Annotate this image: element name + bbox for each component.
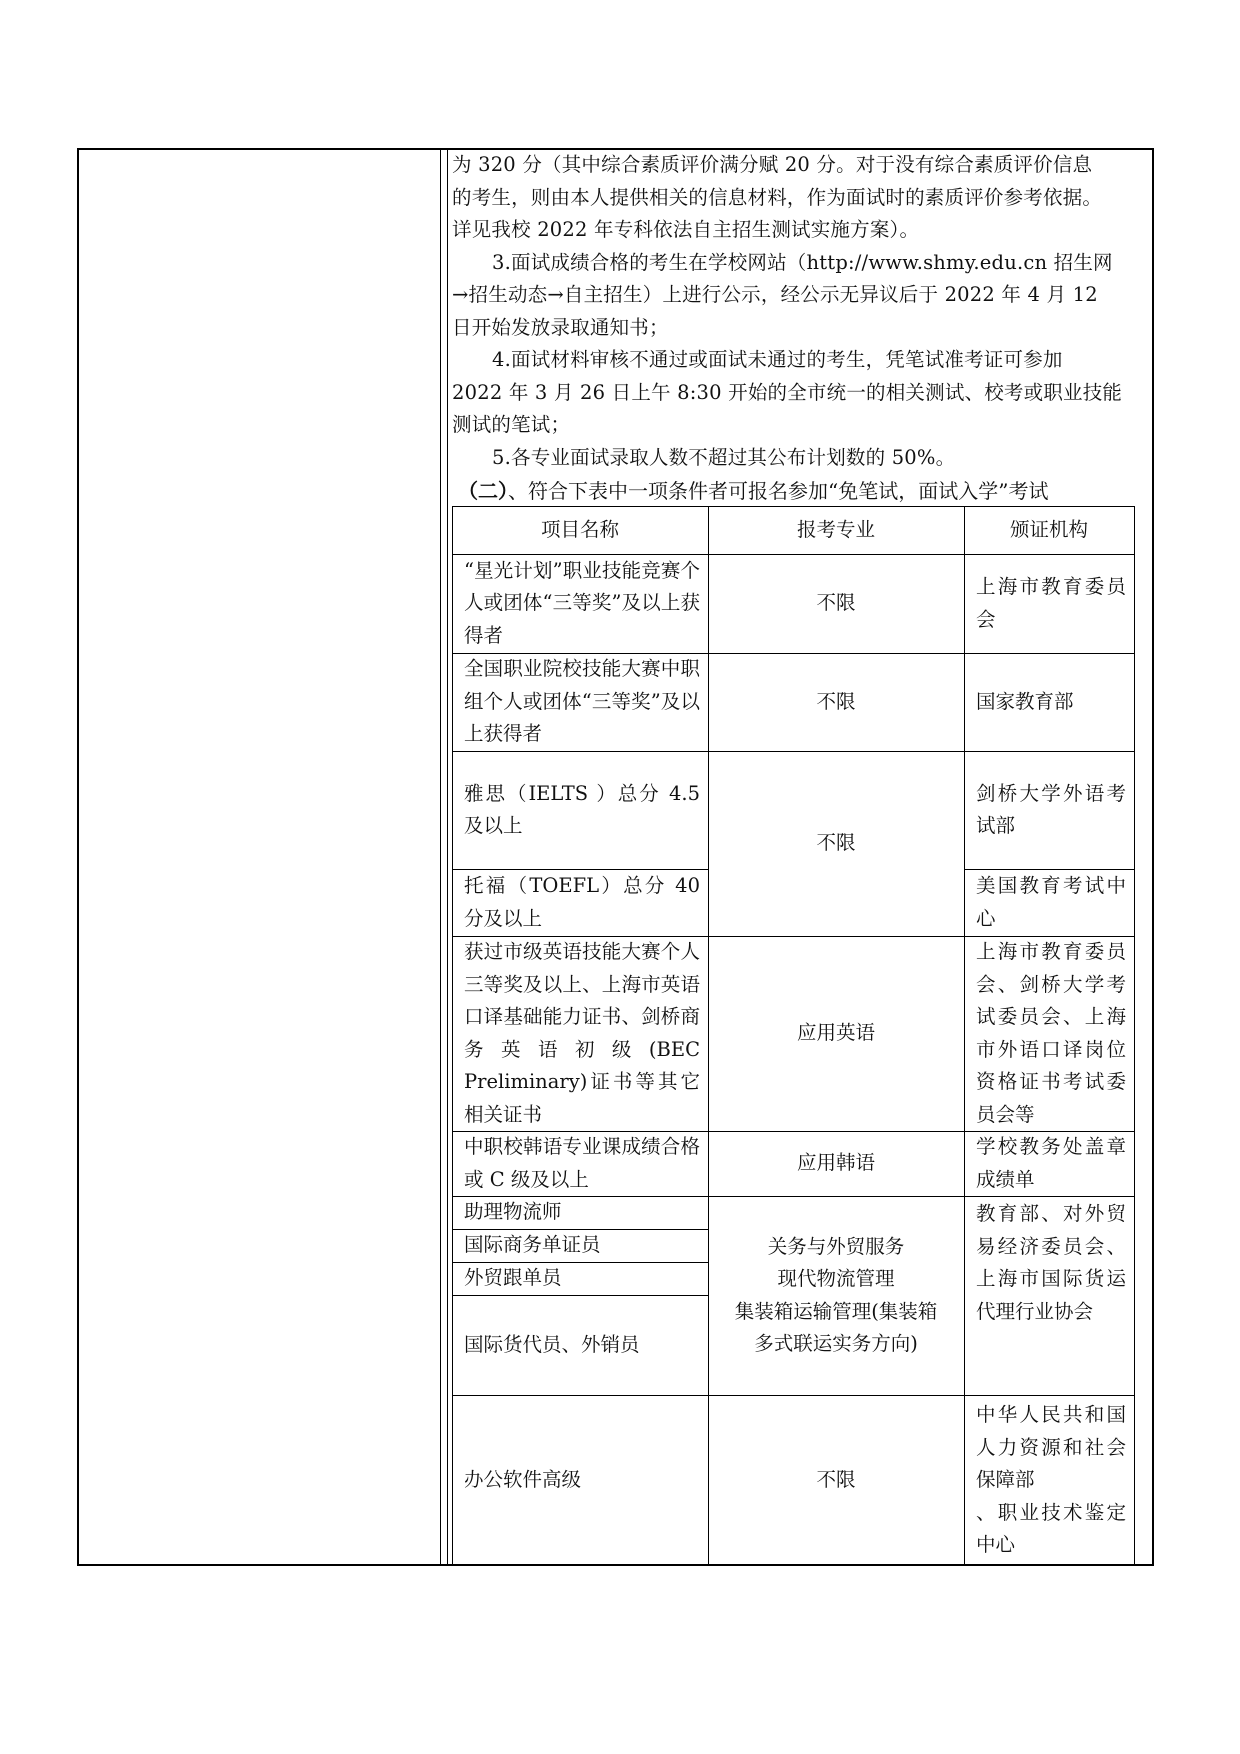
table-cell-issuer: 美国教育考试中心 — [976, 874, 1126, 930]
table-cell-item: “星光计划”职业技能竞赛个人或团体“三等奖”及以上获得者 — [464, 558, 700, 647]
table-cell-issuer: 国家教育部 — [976, 689, 1074, 713]
frame-divider-right — [447, 148, 448, 1566]
item4-line: 测试的笔试； — [452, 413, 571, 436]
table-cell-major: 不限 — [816, 689, 856, 713]
table-cell-major: 不限 — [816, 1468, 856, 1492]
table-cell-major — [708, 1196, 964, 1395]
frame-divider-left — [440, 148, 441, 1566]
item3-line: →招生动态→自主招生）上进行公示，经公示无异议后于 2022 年 4 月 12 — [452, 283, 1098, 306]
issuer-line: 中华人民共和国人力资源和社会保障部 — [976, 1403, 1126, 1492]
text-line: 为 320 分（其中综合素质评价满分赋 20 分。对于没有综合素质评价信息 — [452, 153, 1093, 176]
major-line: 现代物流管理 — [777, 1267, 895, 1290]
table-cell-issuer: 上海市教育委员会、剑桥大学考试委员会、上海市外语口译岗位资格证书考试委员会等 — [976, 940, 1126, 1126]
header-major: 报考专业 — [796, 517, 875, 541]
item4-line: 4.面试材料审核不通过或面试未通过的考生，凭笔试准考证可参加 — [492, 348, 1063, 371]
table-cell-item: 助理物流师 — [464, 1200, 562, 1224]
table-cell-item: 外贸跟单员 — [464, 1266, 562, 1290]
item3-line: 3.面试成绩合格的考生在学校网站（http://www.shmy.edu.cn 招生网 — [492, 250, 1113, 274]
table-cell-issuer — [964, 1395, 1134, 1566]
major-line: 集装箱运输管理(集装箱 — [734, 1299, 938, 1323]
table-cell-major: 应用韩语 — [796, 1151, 875, 1175]
table-cell-item: 国际货代员、外销员 — [464, 1332, 640, 1356]
table-cell-major: 不限 — [816, 831, 856, 855]
header-item-name: 项目名称 — [540, 517, 619, 541]
item5-line: 5.各专业面试录取人数不超过其公布计划数的 50%。 — [492, 445, 956, 469]
item3-line: 日开始发放录取通知书； — [452, 315, 669, 339]
table-cell-item: 国际商务单证员 — [464, 1233, 601, 1257]
table-cell-major: 不限 — [816, 591, 856, 615]
header-issuer: 颁证机构 — [1009, 517, 1088, 541]
section-number: （二） — [458, 479, 508, 503]
table-cell-item: 托福（TOEFL）总分 40 分及以上 — [464, 874, 700, 930]
major-line: 多式联运实务方向) — [754, 1332, 918, 1355]
major-line: 关务与外贸服务 — [767, 1234, 905, 1258]
text-line: 详见我校 2022 年专科依法自主招生测试实施方案）。 — [452, 218, 920, 241]
intro-paragraph — [452, 149, 1144, 474]
table-cell-issuer: 教育部、对外贸易经济委员会、上海市国际货运代理行业协会 — [976, 1202, 1126, 1323]
section-title: 、符合下表中一项条件者可报名参加“免笔试，面试入学”考试 — [508, 479, 1049, 503]
text-line: 的考生，则由本人提供相关的信息材料，作为面试时的素质评价参考依据。 — [452, 185, 1103, 209]
table-cell-issuer: 上海市教育委员会 — [976, 575, 1126, 631]
table-cell-item: 获过市级英语技能大赛个人三等奖及以上、上海市英语口译基础能力证书、剑桥商务英语初级(BEC Preliminary)证书等其它相关证书 — [464, 940, 700, 1126]
issuer-line: 、职业技术鉴定中心 — [976, 1500, 1126, 1557]
item4-line: 2022 年 3 月 26 日上午 8:30 开始的全市统一的相关测试、校考或职业技能 — [452, 380, 1123, 404]
table-cell-item: 全国职业院校技能大赛中职组个人或团体“三等奖”及以上获得者 — [464, 657, 700, 746]
table-cell-item: 办公软件高级 — [464, 1468, 582, 1492]
section-heading — [458, 475, 1048, 504]
table-cell-item: 中职校韩语专业课成绩合格或 C 级及以上 — [464, 1135, 700, 1191]
table-cell-item: 雅思（IELTS ）总分 4.5 及以上 — [464, 781, 700, 837]
table-cell-major: 应用英语 — [796, 1021, 875, 1045]
table-cell-issuer: 剑桥大学外语考试部 — [976, 781, 1126, 837]
table-cell-issuer: 学校教务处盖章成绩单 — [976, 1135, 1126, 1191]
